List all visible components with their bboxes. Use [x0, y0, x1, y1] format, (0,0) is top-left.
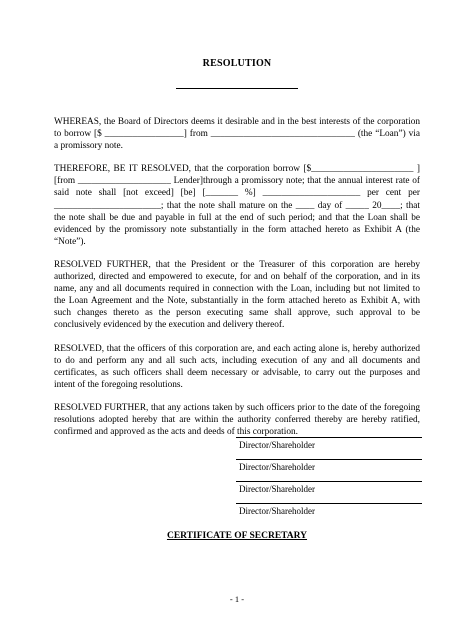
resolved-further-authorization-paragraph: RESOLVED FURTHER, that the President or the Treasurer of this corporation are hereby authorized, directed and empowered to execute, for and on behalf of the corporation, and in its name, any and all documents required in connection with the Loan, including but not limited to the Loan Agreement and the Note, substantially in the form attached hereto as Exhibit A, with such changes thereto as the person executing same shall approve, such approval to be conclusively evidenced by the execution and delivery thereof. — [54, 259, 420, 331]
signature-block-4 — [236, 503, 422, 516]
certificate-title: CERTIFICATE OF SECRETARY — [166, 531, 308, 541]
signature-block-1 — [236, 437, 422, 450]
document-title: RESOLUTION — [202, 58, 272, 69]
signature-label: Director/Shareholder — [239, 440, 315, 450]
resolved-further-ratification-paragraph: RESOLVED FURTHER, that any actions taken by such officers prior to the date of the foregoing resolutions adopted hereby that are within the authority conferred thereby are hereby ratified, confirmed and approved as the acts and deeds of this corporation. — [54, 402, 420, 438]
signature-block-2 — [236, 459, 422, 472]
signature-line[interactable] — [236, 481, 422, 482]
whereas-paragraph: WHEREAS, the Board of Directors deems it desirable and in the best interests of the corporation to borrow [$ _________________] from _______________________________ (the “Loan”) via a promissory note. — [54, 117, 420, 152]
signature-label: Director/Shareholder — [239, 462, 315, 472]
signature-line[interactable] — [236, 437, 422, 438]
signature-line[interactable] — [236, 459, 422, 460]
resolved-borrow-paragraph: THEREFORE, BE IT RESOLVED, that the corporation borrow [$______________________ ] [from ____________________ Lender]through a promissory note; that the annual interest rate of said note shall [not exceed] [be] [_______ %] _____________________ per cent per _______________________; that the note shall mature on the ____ day of _____ 20____; that the note shall be due and payable in full at the end of such period; and that the Loan shall be evidenced by the promissory note substantially in the form attached hereto as Exhibit A (the “Note”). — [54, 164, 420, 247]
resolved-officers-paragraph: RESOLVED, that the officers of this corporation are, and each acting alone is, hereby authorized to do and perform any and all such acts, including execution of any and all documents and certificates, as such officers shall deem necessary or advisable, to carry out the purposes and intent of the foregoing resolutions. — [54, 343, 420, 390]
title-underline — [176, 88, 298, 89]
page-number: - 1 - — [229, 594, 245, 604]
signature-label: Director/Shareholder — [239, 484, 315, 494]
resolution-body — [54, 116, 420, 449]
signature-line[interactable] — [236, 503, 422, 504]
signature-label: Director/Shareholder — [239, 506, 315, 516]
signature-block-3 — [236, 481, 422, 494]
